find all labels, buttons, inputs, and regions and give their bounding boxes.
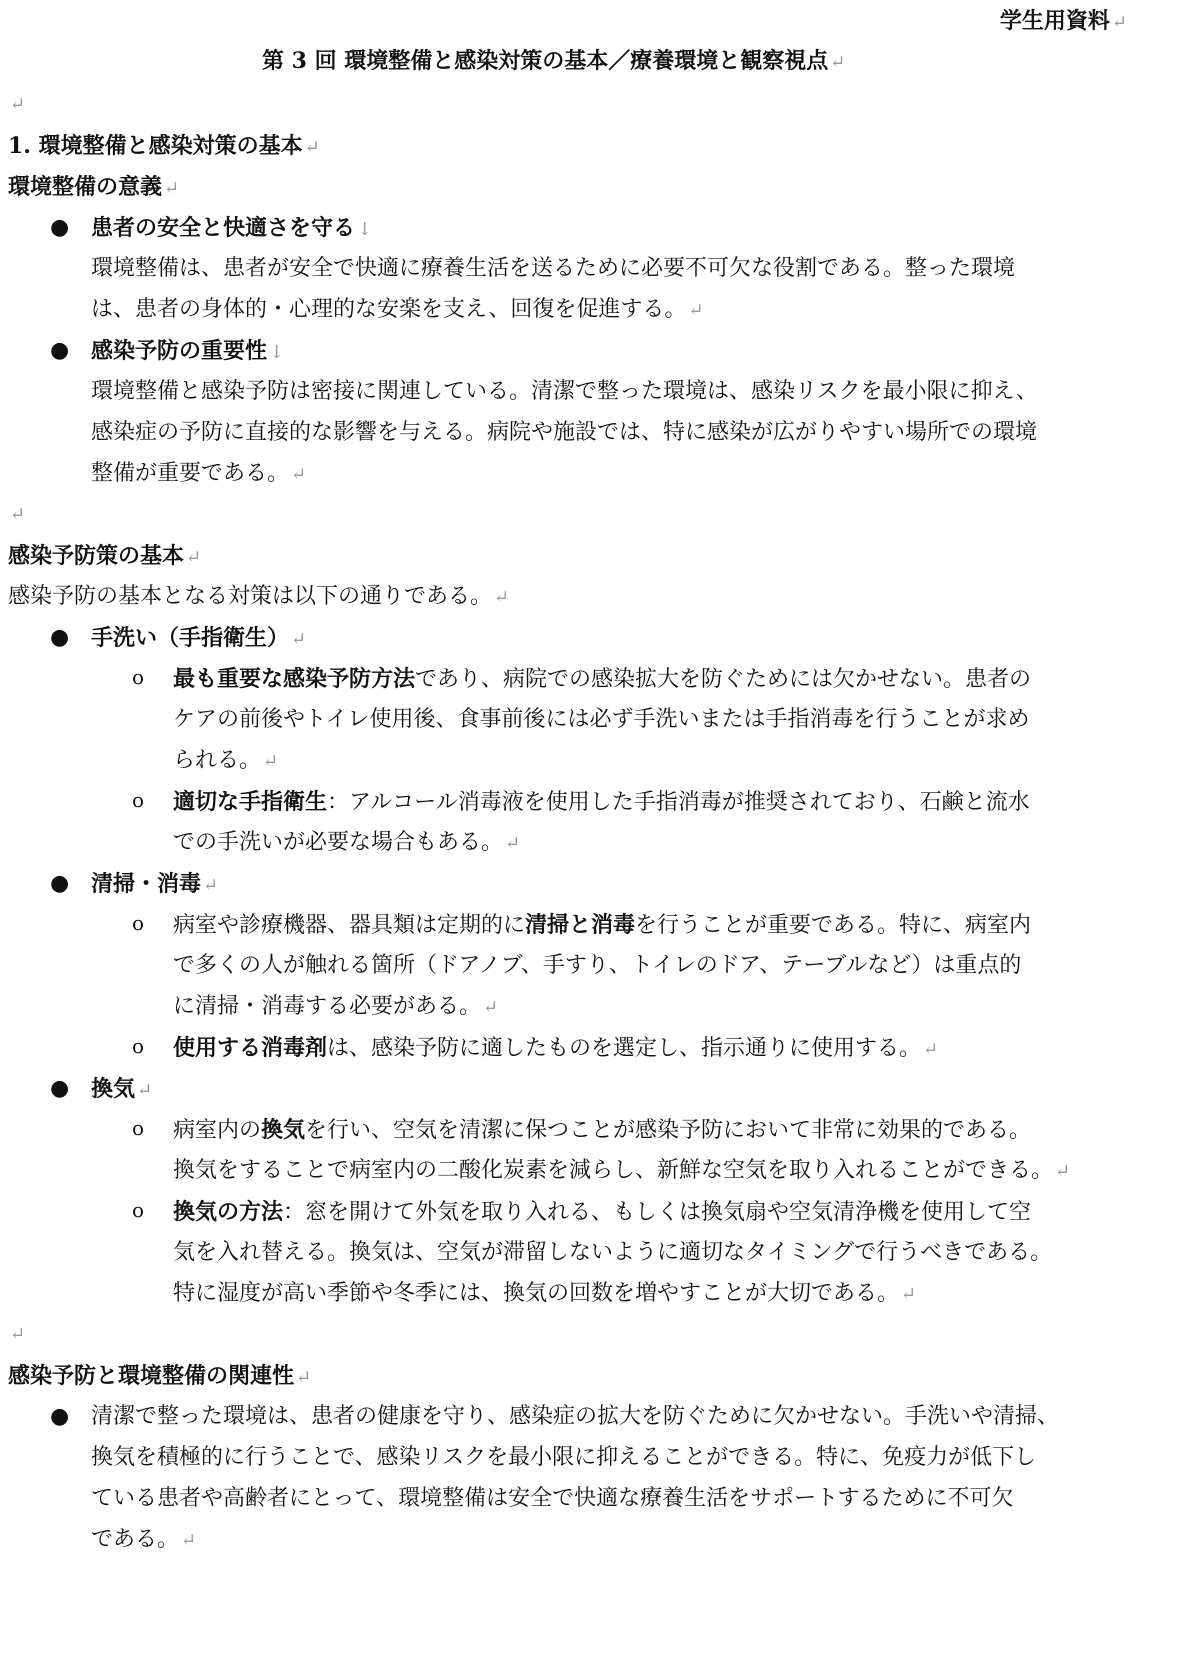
bullet-icon: ●	[50, 625, 70, 650]
subsection-heading-text: 感染予防と環境整備の関連性	[8, 1363, 295, 1389]
list-item-title	[91, 213, 372, 245]
list-item-title	[91, 1074, 152, 1106]
paragraph-mark-icon: ↵	[1111, 12, 1127, 33]
bold-term: 適切な手指衛生	[173, 789, 328, 815]
paragraph-mark-icon: ↵	[1055, 1161, 1071, 1182]
paragraph-line-text: 特に湿度が高い季節や冬季には、換気の回数を増やすことが大切である。	[173, 1281, 900, 1306]
paragraph-line	[173, 1279, 916, 1310]
paragraph-line	[173, 1115, 1031, 1146]
bullet-icon: ●	[50, 1404, 70, 1429]
paragraph-line-text: を行うことが重要である。特に、病室内	[635, 913, 1032, 938]
paragraph-line	[173, 1156, 1070, 1187]
paragraph-mark-icon: ↵	[505, 833, 521, 854]
paragraph-mark-icon: ↵	[291, 464, 307, 485]
paragraph-mark-icon: ↵	[483, 997, 499, 1018]
paragraph-line-text: ：窓を開けて外気を取り入れる、もしくは換気扇や空気清浄機を使用して空	[283, 1200, 1032, 1225]
paragraph-line: 環境整備は、患者が安全で快適に療養生活を送るために必要不可欠な役割である。整った環境	[91, 256, 1016, 281]
document-title-text: 第 3 回 環境整備と感染対策の基本／療養環境と観察視点	[262, 48, 829, 74]
sub-bullet-icon: o	[132, 1034, 145, 1058]
header-label	[1000, 6, 1127, 38]
paragraph-mark-icon: ↵	[830, 52, 846, 73]
subsection-heading-text: 感染予防策の基本	[8, 543, 185, 569]
section-heading-text: 1. 環境整備と感染対策の基本	[8, 133, 303, 159]
line-break-mark-icon: ↓	[269, 342, 285, 363]
paragraph-mark-icon: ↵	[494, 587, 510, 608]
paragraph-line: ケアの前後やトイレ使用後、食事前後には必ず手洗いまたは手指消毒を行うことが求め	[173, 707, 1030, 732]
list-item-title	[91, 623, 306, 655]
paragraph-line-text: ：アルコール消毒液を使用した手指消毒が推奨されており、石鹸と流水	[327, 790, 1030, 815]
paragraph-line-text: を行い、空気を清潔に保つことが感染予防において非常に効果的である。	[305, 1118, 1032, 1143]
paragraph-line	[173, 910, 1031, 941]
document-title	[262, 46, 845, 78]
bullet-icon: ●	[50, 871, 70, 896]
paragraph-mark-icon: ↵	[688, 300, 704, 321]
paragraph-mark-icon: ↵	[304, 137, 320, 158]
paragraph-line	[173, 828, 520, 859]
sub-bullet-icon: o	[132, 1116, 145, 1140]
bold-term: 使用する消毒剤	[173, 1035, 328, 1061]
paragraph-mark-icon: ↵	[263, 751, 279, 772]
paragraph-mark-icon: ↵	[296, 1367, 312, 1388]
subsection-heading-relation	[8, 1361, 311, 1393]
paragraph-line	[91, 1525, 196, 1556]
paragraph-line	[91, 459, 306, 490]
bold-term: 最も重要な感染予防方法	[173, 666, 416, 692]
paragraph-mark-icon: ↵	[164, 178, 180, 199]
list-item-title-text: 感染予防の重要性	[91, 338, 268, 364]
bullet-icon: ●	[50, 1076, 70, 1101]
paragraph-mark-icon: ↵	[181, 1530, 197, 1551]
sub-bullet-icon: o	[132, 665, 145, 689]
paragraph-line	[173, 664, 1031, 695]
paragraph-line	[173, 1033, 938, 1065]
bullet-icon: ●	[50, 215, 70, 240]
paragraph-line: 環境整備と感染予防は密接に関連している。清潔で整った環境は、感染リスクを最小限に抑え、	[91, 379, 1038, 404]
line-break-mark-icon: ↓	[357, 219, 373, 240]
bullet-icon: ●	[50, 338, 70, 363]
empty-paragraph-mark-icon: ↵	[10, 94, 26, 115]
paragraph-line	[173, 746, 278, 777]
empty-paragraph-mark-icon: ↵	[10, 1324, 26, 1345]
paragraph-line-text: であり、病院での感染拡大を防ぐためには欠かせない。患者の	[415, 667, 1032, 692]
paragraph-line	[173, 992, 498, 1023]
paragraph-mark-icon: ↵	[901, 1284, 917, 1305]
paragraph-line-text: 整備が重要である。	[91, 461, 290, 486]
paragraph-line-text: 病室内の	[173, 1118, 262, 1143]
paragraph-line-text: である。	[91, 1527, 180, 1552]
paragraph-line: で多くの人が触れる箇所（ドアノブ、手すり、トイレのドア、テーブルなど）は重点的	[173, 953, 1022, 978]
empty-paragraph-mark-icon: ↵	[10, 504, 26, 525]
paragraph-mark-icon: ↵	[137, 1080, 153, 1101]
bold-term: 換気	[261, 1117, 306, 1143]
sub-bullet-icon: o	[132, 788, 145, 812]
list-item-title	[91, 869, 218, 901]
section-heading	[8, 131, 320, 163]
paragraph-line-text: 換気をすることで病室内の二酸化炭素を減らし、新鮮な空気を取り入れることができる。	[173, 1158, 1054, 1183]
list-item-title-text: 手洗い（手指衛生）	[91, 625, 290, 651]
paragraph-line: 清潔で整った環境は、患者の健康を守り、感染症の拡大を防ぐために欠かせない。手洗いや清掃、	[91, 1404, 1060, 1429]
paragraph-line	[173, 787, 1030, 818]
paragraph-line: ている患者や高齢者にとって、環境整備は安全で快適な療養生活をサポートするために不可欠	[91, 1486, 1014, 1511]
sub-bullet-icon: o	[132, 1198, 145, 1222]
paragraph-line	[91, 295, 703, 326]
paragraph-mark-icon: ↵	[923, 1039, 939, 1060]
paragraph-line-text: は、患者の身体的・心理的な安楽を支え、回復を促進する。	[91, 297, 687, 322]
paragraph-mark-icon: ↵	[203, 875, 219, 896]
subsection-heading-significance	[8, 172, 179, 204]
paragraph-line-text: は、感染予防に適したものを選定し、指示通りに使用する。	[327, 1036, 922, 1061]
intro-line	[8, 582, 509, 613]
list-item-title-text: 換気	[91, 1076, 136, 1102]
list-item-title-text: 患者の安全と快適さを守る	[91, 215, 356, 241]
list-item-title-text: 清掃・消毒	[91, 871, 202, 897]
header-label-text: 学生用資料	[999, 8, 1110, 34]
bold-term: 清掃と消毒	[525, 912, 636, 938]
paragraph-line-text: 病室や診療機器、器具類は定期的に	[173, 913, 526, 938]
subsection-heading-text: 環境整備の意義	[8, 174, 163, 200]
paragraph-line: 気を入れ替える。換気は、空気が滞留しないように適切なタイミングで行うべきである。	[173, 1240, 1053, 1265]
paragraph-mark-icon: ↵	[291, 629, 307, 650]
bold-term: 換気の方法	[173, 1199, 284, 1225]
paragraph-line: 換気を積極的に行うことで、感染リスクを最小限に抑えることができる。特に、免疫力が低下し	[91, 1445, 1037, 1470]
subsection-heading-basics	[8, 541, 201, 573]
intro-line-text: 感染予防の基本となる対策は以下の通りである。	[8, 584, 493, 609]
sub-bullet-icon: o	[132, 911, 145, 935]
paragraph-line	[173, 1197, 1031, 1228]
paragraph-line-text: に清掃・消毒する必要がある。	[173, 994, 482, 1019]
paragraph-line-text: での手洗いが必要な場合もある。	[173, 830, 504, 855]
paragraph-line-text: られる。	[173, 748, 262, 773]
paragraph-line: 感染症の予防に直接的な影響を与える。病院や施設では、特に感染が広がりやすい場所での環境	[91, 420, 1038, 445]
paragraph-mark-icon: ↵	[186, 547, 202, 568]
list-item-title	[91, 336, 284, 368]
